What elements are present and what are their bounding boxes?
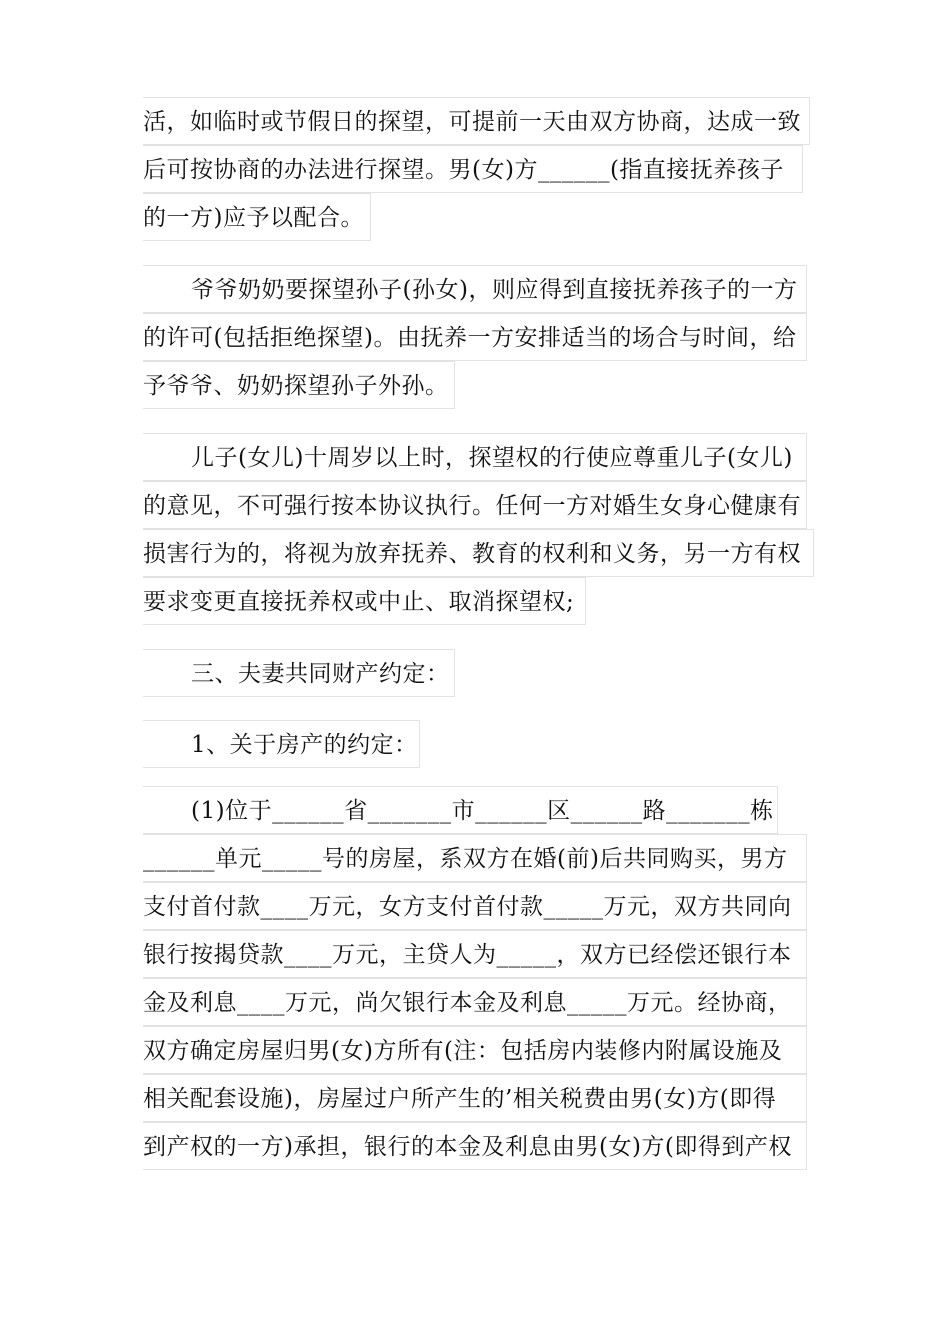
text-line: 银行按揭贷款____万元，主贷人为_____，双方已经偿还银行本 — [143, 930, 807, 978]
text-line: 儿子(女儿)十周岁以上时，探望权的行使应尊重儿子(女儿) — [143, 433, 807, 481]
text-line: 予爷爷、奶奶探望孙子外孙。 — [143, 361, 455, 409]
section-heading: 三、夫妻共同财产约定： — [143, 649, 455, 697]
text-line: 损害行为的，将视为放弃抚养、教育的权利和义务，另一方有权 — [143, 529, 814, 577]
text-line: 到产权的一方)承担，银行的本金及利息由男(女)方(即得到产权 — [143, 1122, 807, 1170]
text-line: 相关配套设施)，房屋过户所产生的’相关税费由男(女)方(即得 — [143, 1074, 807, 1122]
text-line: 的意见，不可强行按本协议执行。任何一方对婚生女身心健康有 — [143, 481, 807, 529]
text-line: ______单元_____号的房屋，系双方在婚(前)后共同购买，男方 — [143, 834, 807, 882]
text-line: 的一方)应予以配合。 — [143, 193, 371, 241]
text-line: (1)位于______省_______市______区______路_______栋 — [143, 786, 778, 834]
text-line: 的许可(包括拒绝探望)。由抚养一方安排适当的场合与时间，给 — [143, 313, 807, 361]
text-line: 金及利息____万元，尚欠银行本金及利息_____万元。经协商， — [143, 978, 807, 1026]
text-line: 支付首付款____万元，女方支付首付款_____万元，双方共同向 — [143, 882, 807, 930]
text-line: 爷爷奶奶要探望孙子(孙女)，则应得到直接抚养孩子的一方 — [143, 265, 807, 313]
text-line: 双方确定房屋归男(女)方所有(注：包括房内装修内附属设施及 — [143, 1026, 807, 1074]
text-line: 要求变更直接抚养权或中止、取消探望权; — [143, 577, 586, 625]
text-line: 活，如临时或节假日的探望，可提前一天由双方协商，达成一致 — [143, 97, 810, 145]
text-line: 后可按协商的办法进行探望。男(女)方______(指直接抚养孩子 — [143, 145, 803, 193]
subsection-heading: 1、关于房产的约定： — [143, 720, 420, 768]
